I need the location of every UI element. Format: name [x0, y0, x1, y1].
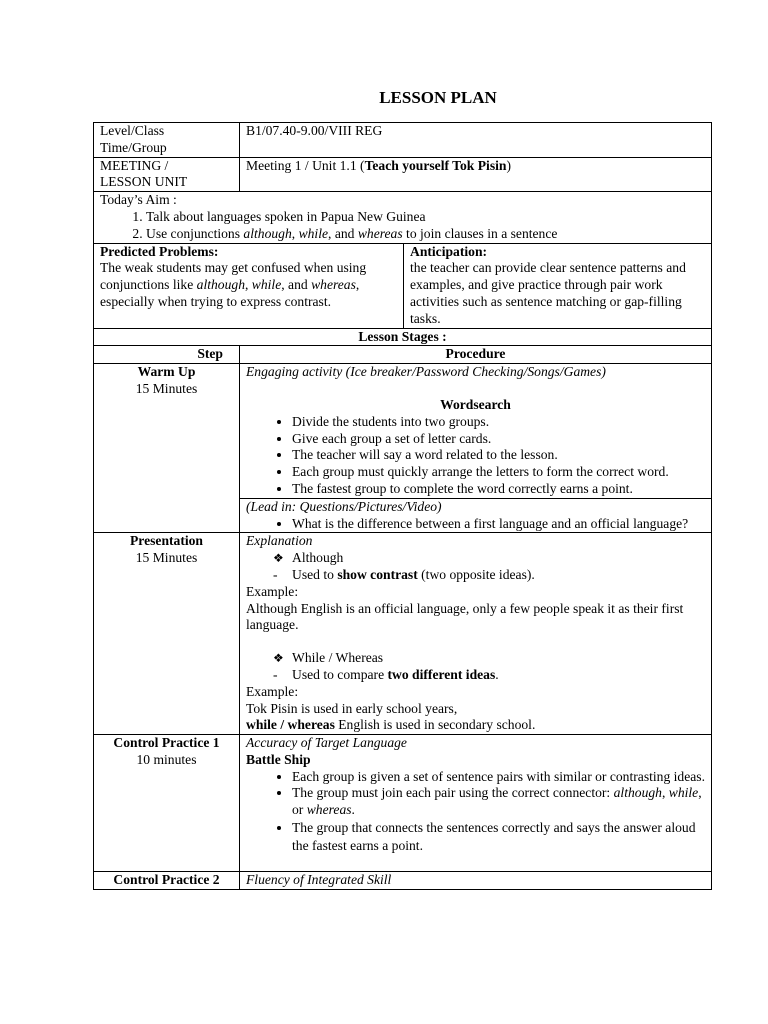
level-class-label: Level/Class Time/Group: [94, 123, 240, 158]
predicted-problems-cell: [94, 243, 404, 328]
problems-row: [94, 243, 712, 328]
list-item: • The group must join each pair using the correct connector: although, while, or whereas.: [292, 785, 705, 819]
lead-in-bullets: [246, 516, 705, 533]
control-1-procedure: [240, 735, 712, 872]
list-item: • Each group must quickly arrange the letters to form the correct word.: [292, 464, 705, 481]
example-label: Example:: [246, 683, 299, 699]
aim-item-1: 1. Talk about languages spoken in Papua New Guinea: [146, 209, 705, 226]
list-item: • Give each group a set of letter cards.: [292, 431, 705, 448]
lesson-stages-row: [94, 328, 712, 346]
stage-header-row: [94, 346, 712, 364]
dash-list-1: [246, 567, 705, 584]
list-item: • Each group is given a set of sentence pairs with similar or contrasting ideas.: [292, 769, 705, 786]
anticipation-cell: [404, 243, 712, 328]
list-item: ❖ Although: [292, 550, 705, 567]
list-item: • Divide the students into two groups.: [292, 414, 705, 431]
presentation-time: 15 Minutes: [135, 550, 198, 566]
control-1-time: 10 minutes: [136, 751, 197, 767]
control-1-focus: Accuracy of Target Language: [246, 735, 407, 751]
aim-cell: [94, 192, 712, 243]
example-text: Tok Pisin is used in early school years,: [246, 700, 458, 716]
procedure-header: Procedure: [240, 346, 712, 364]
lesson-stages-label: Lesson Stages :: [94, 328, 712, 346]
control-practice-2-row: [94, 872, 712, 890]
anticipation-text: the teacher can provide clear sentence patterns and examples, and give practice through pair work activities such as sentence matching or gap-filling tasks.: [410, 260, 686, 326]
aim-row: [94, 192, 712, 243]
warmup-activity: Engaging activity (Ice breaker/Password Checking/Songs/Games): [246, 364, 606, 380]
list-item: - Used to show contrast (two opposite ideas).: [292, 567, 705, 584]
example-text: Although English is an official language, only a few people speak it as their first language.: [246, 600, 684, 633]
meeting-label: MEETING / LESSON UNIT: [94, 157, 240, 192]
control-2-focus: Fluency of Integrated Skill: [240, 872, 712, 890]
control-practice-1-row: [94, 735, 712, 872]
warmup-bullets: [246, 414, 705, 498]
list-item: - Used to compare two different ideas.: [292, 667, 705, 684]
meeting-row: [94, 157, 712, 192]
level-class-value: B1/07.40-9.00/VIII REG: [240, 123, 712, 158]
meeting-value: Meeting 1 / Unit 1.1 (Teach yourself Tok Pisin): [240, 157, 712, 192]
presentation-step-cell: [94, 533, 240, 735]
warmup-step-cell: [94, 364, 240, 533]
lead-in-cell: [240, 498, 712, 533]
control-1-step: Control Practice 1: [113, 735, 220, 751]
predicted-problems-text: The weak students may get confused when using conjunctions like although, while, and whereas, especially when trying to express contrast.: [100, 260, 367, 309]
predicted-problems-label: Predicted Problems:: [100, 243, 219, 259]
warmup-procedure: [240, 364, 712, 499]
list-item: ❖ While / Whereas: [292, 650, 705, 667]
point-list-2: [246, 650, 705, 667]
aim-item-2: 2. Use conjunctions although, while, and whereas to join clauses in a sentence: [146, 226, 705, 243]
control-2-step: Control Practice 2: [94, 872, 240, 890]
step-header: Step: [94, 346, 240, 364]
warmup-step: Warm Up: [137, 364, 196, 380]
control-1-step-cell: [94, 735, 240, 872]
control-1-bullets: [246, 769, 705, 855]
aim-label: Today’s Aim :: [100, 192, 177, 208]
presentation-procedure: [240, 533, 712, 735]
example-label: Example:: [246, 583, 299, 599]
list-item: • The fastest group to complete the word correctly earns a point.: [292, 481, 705, 498]
level-class-row: [94, 123, 712, 158]
lesson-plan-table: [93, 122, 712, 890]
example-text: while / whereas English is used in secondary school.: [246, 717, 536, 733]
presentation-row: [94, 533, 712, 735]
page-title: LESSON PLAN: [379, 88, 497, 107]
list-item: • The teacher will say a word related to the lesson.: [292, 447, 705, 464]
presentation-step: Presentation: [130, 533, 203, 549]
warmup-time: 15 Minutes: [135, 380, 198, 396]
dash-list-2: [246, 667, 705, 684]
control-1-game: Battle Ship: [246, 751, 311, 767]
anticipation-label: Anticipation:: [410, 243, 488, 259]
lead-in-label: (Lead in: Questions/Pictures/Video): [246, 498, 442, 514]
warmup-row: [94, 364, 712, 499]
list-item: • What is the difference between a first language and an official language?: [292, 516, 705, 533]
point-list-1: [246, 550, 705, 567]
explanation-label: Explanation: [246, 533, 313, 549]
warmup-game-title: Wordsearch: [440, 396, 511, 412]
list-item: • The group that connects the sentences correctly and says the answer aloud the fastest earns a point.: [292, 819, 705, 855]
aim-list: [100, 209, 705, 243]
